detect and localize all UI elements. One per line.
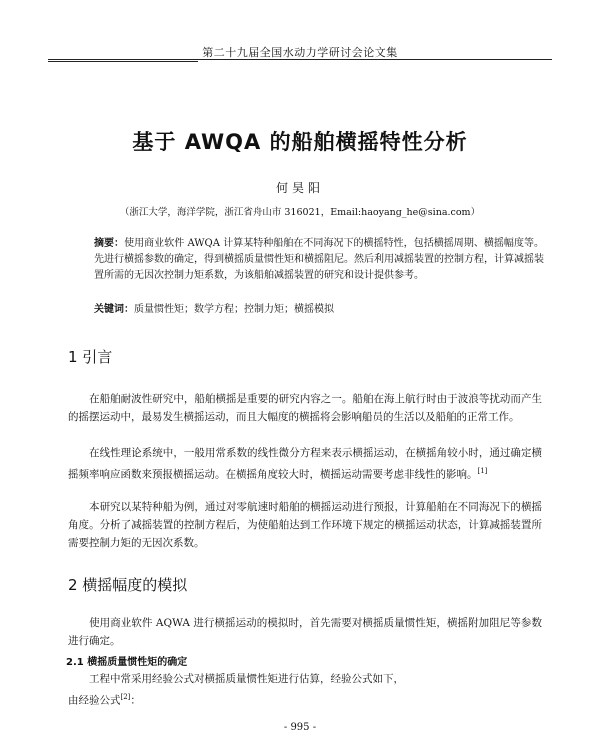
paragraph-text: 使用商业软件 AQWA 进行横摇运动的模拟时，首先需要对横摇质量惯性矩，横摇附加阻尼等参数进行确定。 <box>68 617 542 647</box>
section-2-paragraph-2 <box>68 670 542 688</box>
abstract-label: 摘要： <box>94 238 125 249</box>
subsection-2-1-heading: 2.1 横摇质量惯性矩的确定 <box>66 657 188 668</box>
author-affiliation: （浙江大学，海洋学院，浙江省舟山市 316021，Email:haoyang_he@sina.com） <box>119 207 481 218</box>
section-1-paragraph-3 <box>68 498 542 552</box>
author-name: 何昊阳 <box>275 181 324 195</box>
section-1-paragraph-2 <box>68 444 542 484</box>
paragraph-text: 在船舶耐波性研究中，船舶横摇是重要的研究内容之一。船舶在海上航行时由于波浪等扰动而产生的摇摆运动中，最易发生横摇运动，而且大幅度的横摇将会影响船员的生活以及船舶的正常工作。 <box>68 393 542 423</box>
section-2-paragraph-3 <box>68 688 542 710</box>
abstract <box>94 236 544 284</box>
abstract-text: 使用商业软件 AWQA 计算某特种船舶在不同海况下的横摇特性，包括横摇周期、横摇幅度等。先进行横摇参数的确定，得到横摇质量惯性矩和横摇阻尼。然后利用减摇装置的控制方程，计算减摇装置所需的无因次控制力矩系数，为该船舶减摇装置的研究和设计提供参考。 <box>94 238 545 281</box>
section-2-paragraph-1 <box>68 614 542 650</box>
citation: [1] <box>477 467 488 475</box>
running-header: 第二十九届全国水动力学研讨会论文集 <box>202 46 398 59</box>
section-2-heading: 2 横摇幅度的模拟 <box>68 576 188 594</box>
paragraph-text: 工程中常采用经验公式对横摇质量惯性矩进行估算，经验公式如下， <box>89 673 404 685</box>
paragraph-text: 由经验公式 <box>68 694 121 707</box>
keywords <box>94 302 544 318</box>
section-1-heading: 1 引言 <box>68 348 113 366</box>
page-number: - 995 - <box>283 722 317 733</box>
keywords-label: 关键词： <box>94 304 134 315</box>
citation: [2] <box>120 693 131 701</box>
paper-title: 基于 AWQA 的船舶横摇特性分析 <box>132 130 468 154</box>
paragraph-text: 本研究以某特种船为例，通过对零航速时船舶的横摇运动进行预报，计算船舶在不同海况下的横摇角度。分析了减摇装置的控制方程后，为使船舶达到工作环境下规定的横摇运动状态，计算减摇装置所需要控制力矩的无因次系数。 <box>68 501 542 549</box>
keywords-text: 质量惯性矩；数学方程；控制力矩；横摇模拟 <box>134 304 334 315</box>
header-rule <box>48 59 552 60</box>
header-rule-thick <box>48 61 198 62</box>
paragraph-text: ： <box>130 694 141 707</box>
section-1-paragraph-1 <box>68 390 542 426</box>
paragraph-text: 在线性理论系统中，一般用常系数的线性微分方程来表示横摇运动，在横摇角较小时，通过确定横摇频率响应函数来预报横摇运动。在横摇角度较大时，横摇运动需要考虑非线性的影响。 <box>68 447 542 481</box>
